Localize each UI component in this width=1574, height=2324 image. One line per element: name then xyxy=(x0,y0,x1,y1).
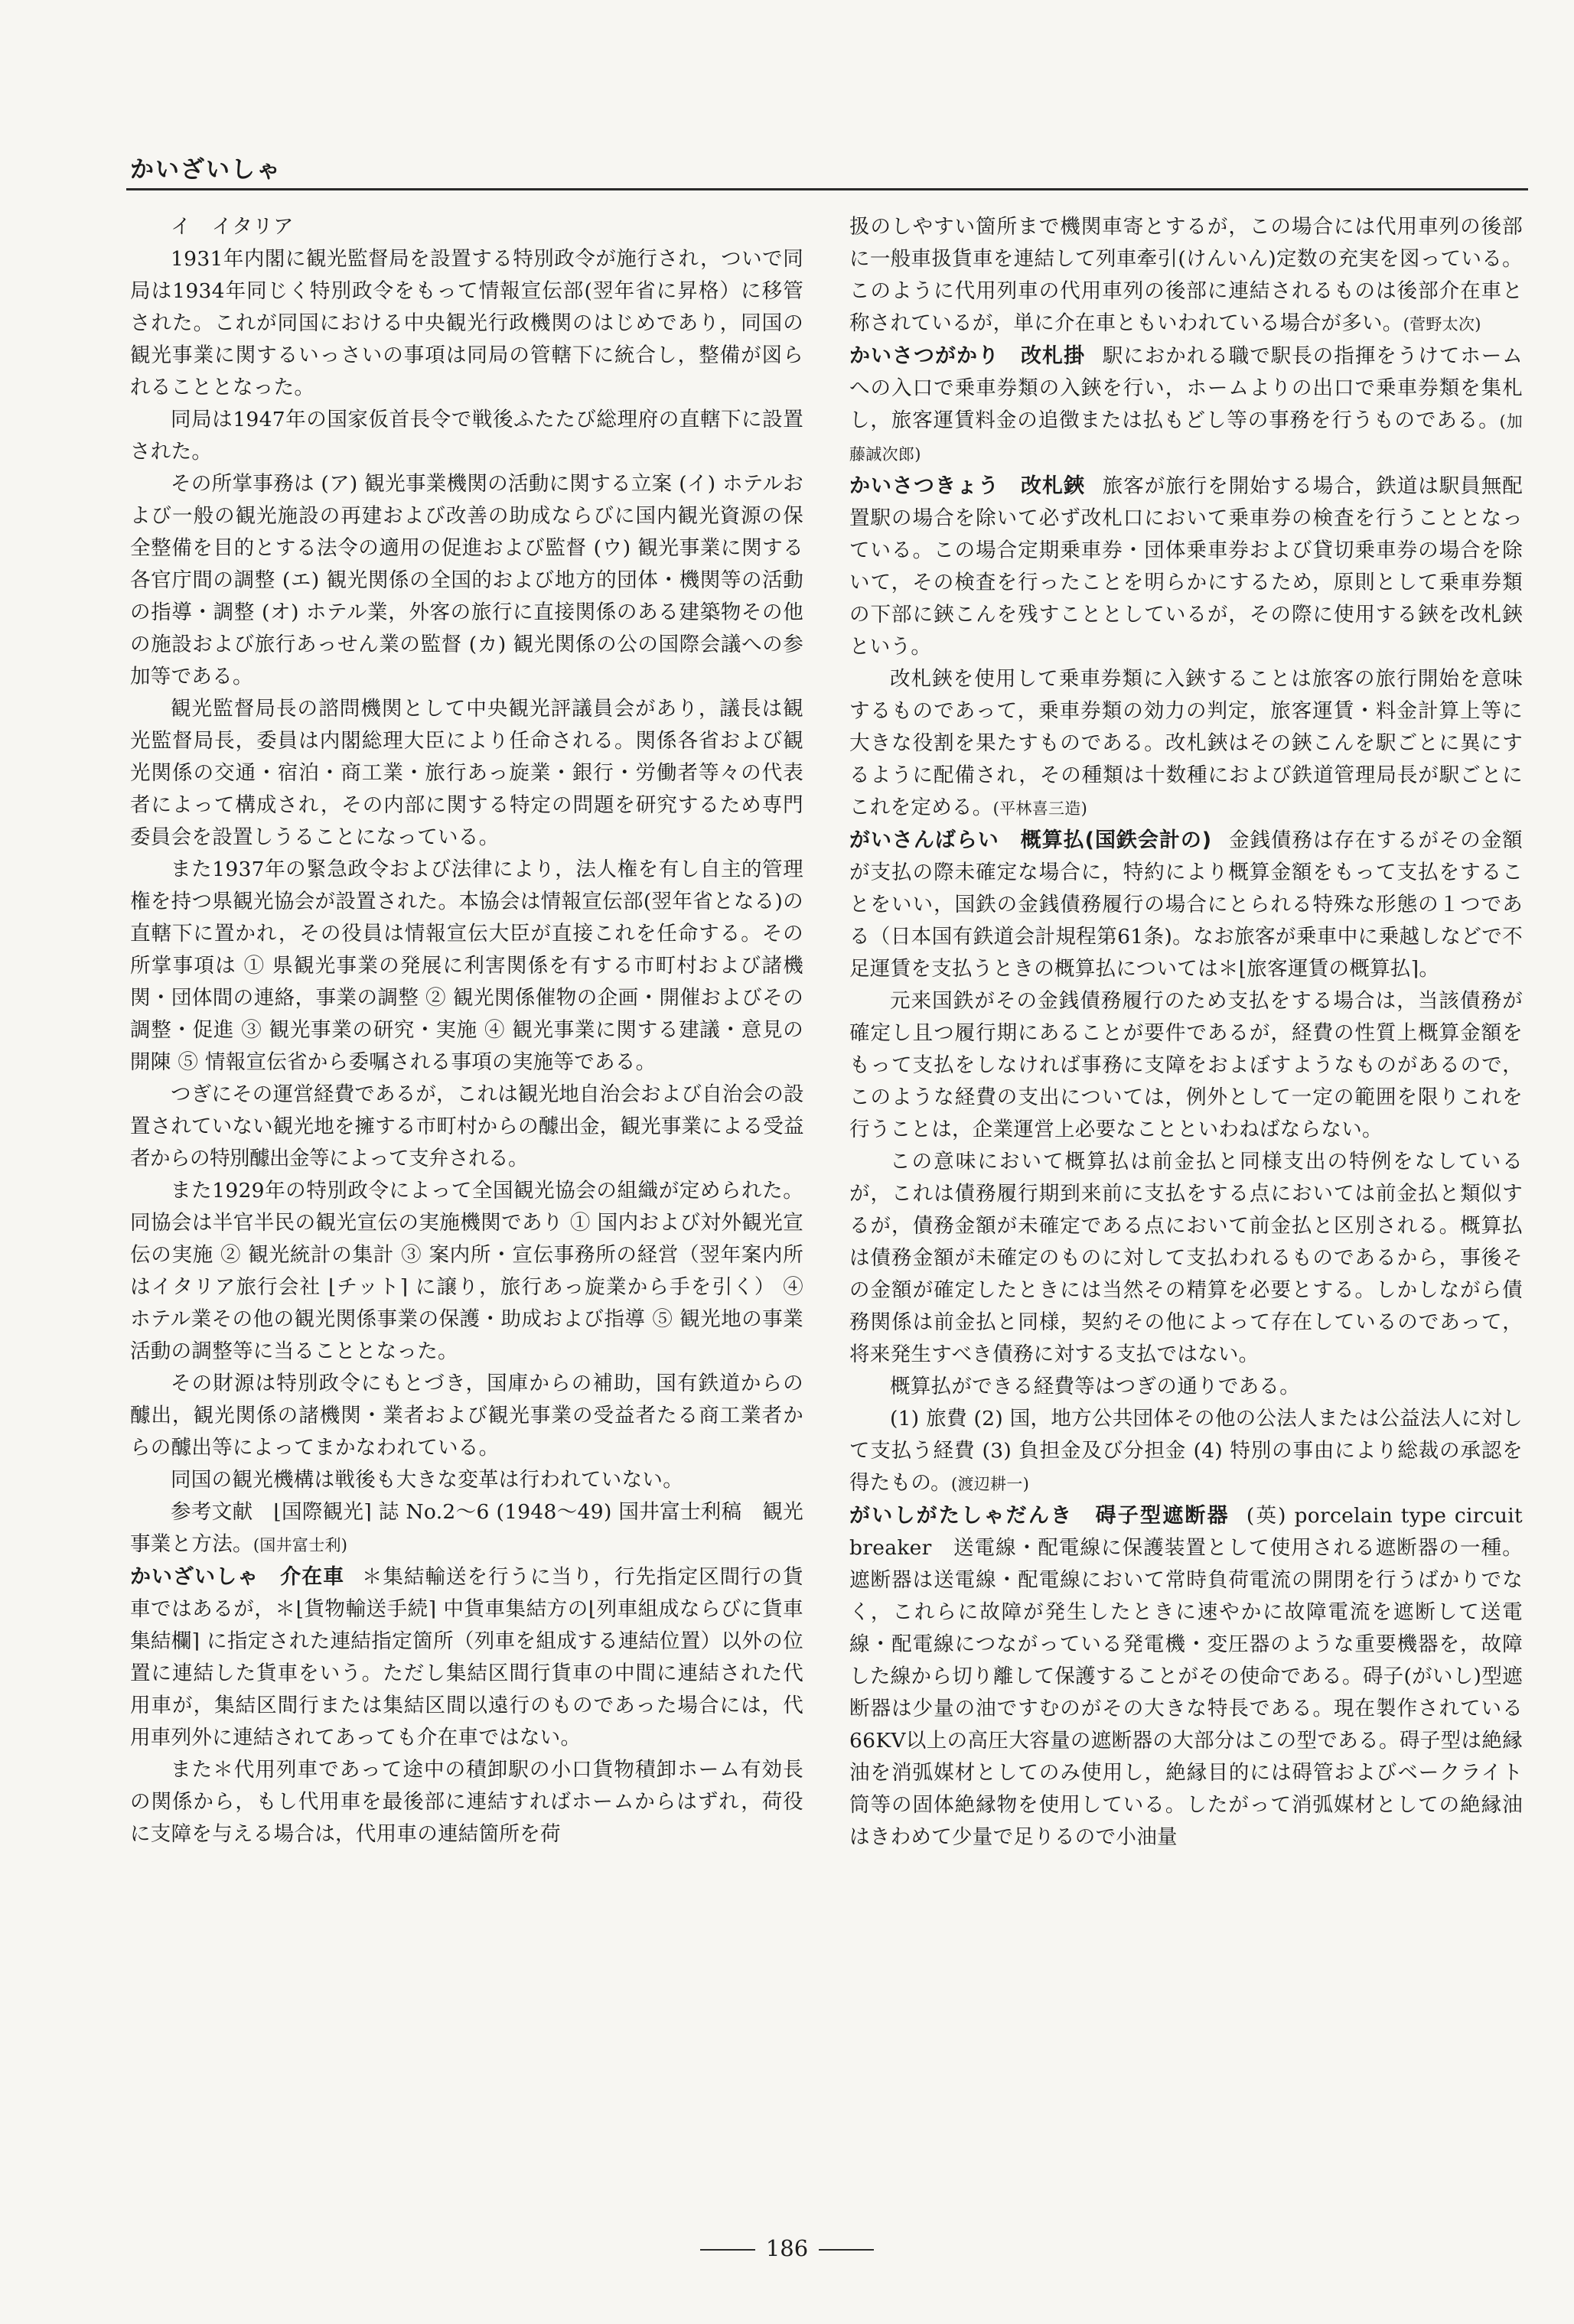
entry-kaizaisha xyxy=(130,1561,803,1754)
paragraph: その所掌事務は (ア) 観光事業機関の活動に関する立案 (イ) ホテルおよび一般の観光施設の再建および改善の助成ならびに国内観光資源の保全整備を目的とする法令の適用の促進および監督 (ウ) 観光事業に関する各官庁間の調整 (エ) 観光関係の全国的および地方的団体・機関等の活動の指導・調整 (オ) ホテル業，外客の旅行に直接関係のある建築物その他の施設および旅行あっせん業の監督 (カ) 観光関係の公の国際会議への参加等である。 xyxy=(130,472,803,688)
author-signature: (渡辺耕一) xyxy=(950,1475,1030,1493)
reference-text: 参考文献 ⌊国際観光⌉ 誌 No.2～6 (1948～49) 国井富士利稿 観光事業と方法。 xyxy=(130,1500,803,1556)
entry-body: ＊集結輸送を行うに当り，行先指定区間行の貨車ではあるが，＊⌊貨物輸送手続⌉ 中貨車集結方の⌊列車組成ならびに貨車集結欄⌉ に指定された連結指定箇所（列車を組成する連結位置）以外の位置に連結した貨車をいう。ただし集結区間行貨車の中間に連結された代用車が，集結区間行または集結区間以遠行のものであった場合には，代用車列外に連結されてあっても介在車ではない。 xyxy=(130,1565,804,1750)
paragraph: また1929年の特別政令によって全国観光協会の組織が定められた。同協会は半官半民の観光宣伝の実施機関であり ① 国内および対外観光宣伝の実施 ② 観光統計の集計 ③ 案内所・宣伝事務所の経営（翌年案内所はイタリア旅行会社 ⌊チット⌉ に譲り，旅行あっ旋業から手を引く） ④ ホテル業その他の観光関係事業の保護・助成および指導 ⑤ 観光地の事業活動の調整等に当ることとなった。 xyxy=(130,1179,803,1363)
footer-dash-right xyxy=(819,2249,874,2251)
entry-heading: かいさつきょう 改札鋏 xyxy=(849,474,1085,498)
entry-body: 金銭債務は存在するがその金額が支払の際未確定な場合に，特約により概算金額をもって支払をすることをいい，国鉄の金銭債務履行の場合にとられる特殊な形態の１つである（日本国有鉄道会計規程第61条)。なお旅客が乗車中に乗越しなどで不足運賃を支払うときの概算払については＊⌊旅客運賃の概算払⌉。 xyxy=(849,828,1523,981)
entry-heading: がいさんばらい 概算払(国鉄会計の) xyxy=(849,828,1212,852)
header-rule xyxy=(126,188,1528,190)
entry-body: 駅におかれる職で駅長の指揮をうけてホームへの入口で乗車券類の入鋏を行い，ホームよりの出口で乗車券類を集札し，旅客運賃料金の追徴または払もどし等の事務を行うものである。 xyxy=(849,344,1523,432)
section-heading: イ イタリア xyxy=(171,215,294,239)
paragraph: (1) 旅費 (2) 国，地方公共団体その他の公法人または公益法人に対して支払う経費 (3) 負担金及び分担金 (4) 特別の事由により総裁の承認を得たもの。 xyxy=(849,1407,1523,1495)
paragraph: 元来国鉄がその金銭債務履行のため支払をする場合は，当該債務が確定し且つ履行期にあることが要件であるが，経費の性質上概算金額をもって支払をしなければ事務に支障をおよぼすようなものがあるので，このような経費の支出については，例外として一定の範囲を限りこれを行うことは，企業運営上必要なことといわねばならない。 xyxy=(849,989,1523,1141)
continued-text: 扱のしやすい箇所まで機関車寄とするが，この場合には代用車列の後部に一般車扱貨車を連結して列車牽引(けんいん)定数の充実を図っている。このように代用列車の代用車列の後部に連結されるものは後部介在車と称されているが，単に介在車ともいわれている場合が多い。 xyxy=(849,215,1523,335)
entry-gaishigatashadanki xyxy=(849,1500,1523,1854)
paragraph: この意味において概算払は前金払と同様支出の特例をなしているが，これは債務履行期到来前に支払をする点においては前金払と類似するが，債務金額が未確定である点において前金払と区別される。概算払は債務金額が未確定のものに対して支払われるものであるから，事後その金額が確定したときには当然その精算を必要とする。しかしながら債務関係は前金払と同様，契約その他によって存在しているのであって，将来発生すべき債務に対する支払ではない。 xyxy=(849,1150,1523,1366)
author-signature: (国井富士利) xyxy=(253,1536,348,1554)
entry-heading: かいさつがかり 改札掛 xyxy=(849,344,1085,368)
running-header: かいざいしゃ xyxy=(130,156,282,184)
right-column xyxy=(849,211,1523,1854)
footer-dash-left xyxy=(700,2249,755,2251)
paragraph: 概算払ができる経費等はつぎの通りである。 xyxy=(890,1375,1300,1398)
paragraph xyxy=(849,211,1523,340)
paragraph: 同局は1947年の国家仮首長令で戦後ふたたび総理府の直轄下に設置された。 xyxy=(130,408,803,464)
paragraph: 観光監督局長の諮問機関として中央観光評議員会があり，議長は観光監督局長，委員は内閣総理大臣により任命される。関係各省および観光関係の交通・宿泊・商工業・旅行あっ旋業・銀行・労働者等々の代表者によって構成され，その内部に関する特定の問題を研究するため専門委員会を設置しうることになっている。 xyxy=(130,697,803,849)
page-number-footer xyxy=(0,2235,1574,2261)
entry-body: (英) porcelain type circuit breaker 送電線・配電線に保護装置として使用される遮断器の一種。遮断器は送電線・配電線において常時負荷電流の開閉を行うばかりでなく，これらに故障が発生したときに速やかに故障電流を遮断して送電線・配電線につながっている発電機・変圧器のような重要機器を，故障した線から切り離して保護することがその使命である。碍子(がいし)型遮断器は少量の油ですむのがその大きな特長である。現在製作されている66KV以上の高圧大容量の遮断器の大部分はこの型である。碍子型は絶縁油を消弧媒材としてのみ使用し，絶縁目的には碍管およびベークライト筒等の固体絶縁物を使用している。したがって消弧媒材としての絶縁油はきわめて少量で足りるので小油量 xyxy=(849,1504,1523,1849)
author-signature: (菅野太次) xyxy=(1403,315,1481,334)
page-number: 186 xyxy=(765,2235,809,2261)
references xyxy=(130,1496,803,1561)
paragraph: また1937年の緊急政令および法律により，法人権を有し自主的管理権を持つ県観光協会が設置された。本協会は情報宣伝部(翌年省となる)の直轄下に置かれ，その役員は情報宣伝大臣が直接これを任命する。その所掌事項は ① 県観光事業の発展に利害関係を有する市町村および諸機関・団体間の連絡，事業の調整 ② 観光関係催物の企画・開催およびその調整・促進 ③ 観光事業の研究・実施 ④ 観光事業に関する建議・意見の開陳 ⑤ 情報宣伝省から委嘱される事項の実施等である。 xyxy=(130,858,803,1074)
paragraph: 改札鋏を使用して乗車券類に入鋏することは旅客の旅行開始を意味するものであって，乗車券類の効力の判定，旅客運賃・料金計算上等に大きな役割を果たすものである。改札鋏はその鋏こんを駅ごとに異にするように配備され，その種類は十数種におよび鉄道管理局長が駅ごとにこれを定める。 xyxy=(849,667,1523,819)
paragraph: また＊代用列車であって途中の積卸駅の小口貨物積卸ホーム有効長の関係から，もし代用車を最後部に連結すればホームからはずれ，荷役に支障を与える場合は，代用車の連結箇所を荷 xyxy=(130,1758,803,1846)
author-signature: (平林喜三造) xyxy=(992,799,1088,818)
paragraph: 1931年内閣に観光監督局を設置する特別政令が施行され，ついで同局は1934年同じく特別政令をもって情報宣伝部(翌年省に昇格）に移管された。これが同国における中央観光行政機関のはじめであり，同国の観光事業に関するいっさいの事項は同局の管轄下に統合し，整備が図られることとなった。 xyxy=(130,247,803,399)
entry-heading: かいざいしゃ 介在車 xyxy=(130,1565,345,1589)
paragraph: つぎにその運営経費であるが，これは観光地自治会および自治会の設置されていない観光地を擁する市町村からの醵出金，観光事業による受益者からの特別醵出金等によって支弁される。 xyxy=(130,1082,803,1170)
entry-body: 旅客が旅行を開始する場合，鉄道は駅員無配置駅の場合を除いて必ず改札口において乗車券の検査を行うこととなっている。この場合定期乗車券・団体乗車券および貸切乗車券の場合を除いて，その検査を行ったことを明らかにするため，原則として乗車券類の下部に鋏こんを残すこととしているが，その際に使用する鋏を改札鋏という。 xyxy=(849,474,1523,659)
entry-heading: がいしがたしゃだんき 碍子型遮断器 xyxy=(849,1504,1230,1528)
paragraph: 同国の観光機構は戦後も大きな変革は行われていない。 xyxy=(171,1468,683,1492)
entry-kaisatsugakari xyxy=(849,340,1523,470)
entry-kaisatsukyou xyxy=(849,470,1523,663)
left-column xyxy=(130,211,803,1850)
paragraph: その財源は特別政令にもとづき，国庫からの補助，国有鉄道からの醵出，観光関係の諸機関・業者および観光事業の受益者たる商工業者からの醵出等によってまかなわれている。 xyxy=(130,1372,803,1460)
author-signature: (加藤誠次郎) xyxy=(849,412,1523,464)
entry-gaisanbarai xyxy=(849,825,1523,985)
